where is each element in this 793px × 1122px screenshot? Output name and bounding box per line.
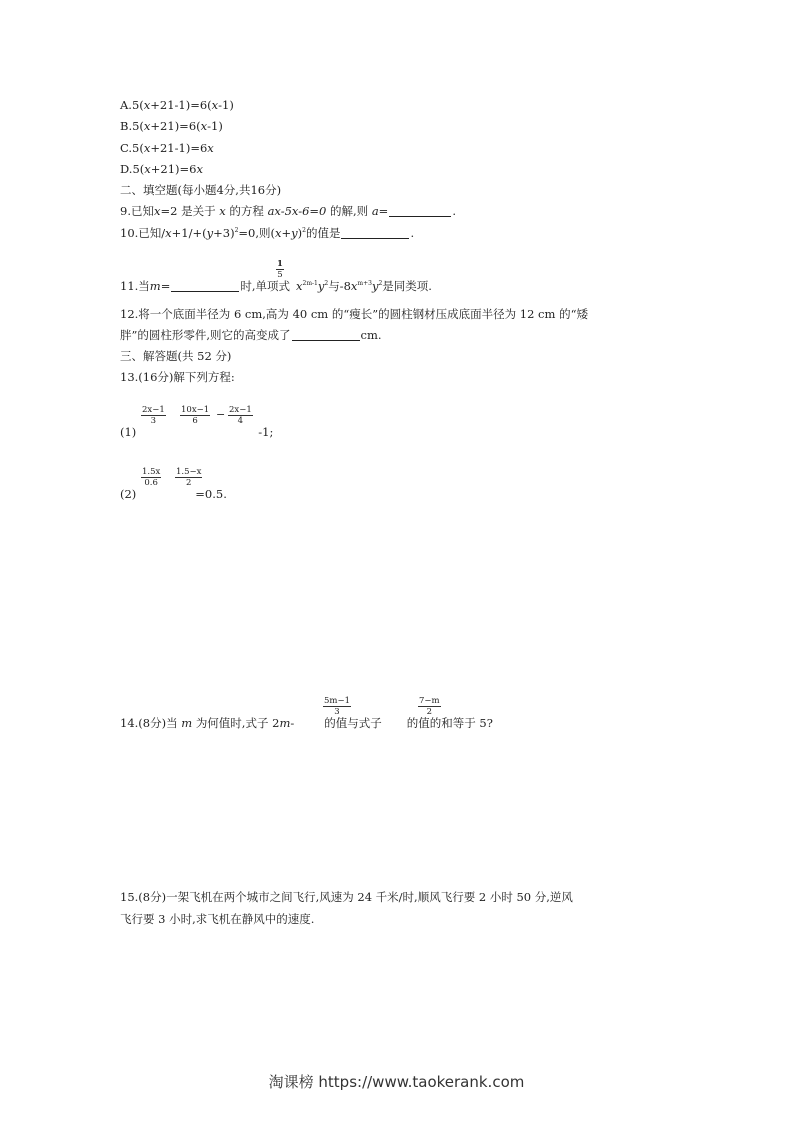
question-14: 14.(8分)当 m 为何值时,式子 2m- 的值与式子 的值的和等于 5?: [120, 716, 493, 730]
section-2-heading: 二、填空题(每小题4分,共16分): [120, 183, 282, 197]
option-a: A.5(x+21-1)=6(x-1): [120, 98, 234, 112]
question-13-part-1: (1) -1;: [120, 425, 274, 439]
question-15-line-2: 飞行要 3 小时,求飞机在静风中的速度.: [120, 912, 315, 926]
footer-watermark: 淘课榜 https://www.taokerank.com: [268, 1073, 525, 1091]
q13-2-fraction-1: $\frac{1.5x}{0.6}$: [142, 467, 161, 488]
answer-blank-11[interactable]: [171, 281, 239, 292]
q13-1-minus: −: [216, 408, 226, 421]
question-15-line-1: 15.(8分)一架飞机在两个城市之间飞行,风速为 24 千米/时,顺风飞行要 2 小时 50 分,逆风: [120, 890, 573, 904]
q13-2-fraction-2: $\frac{1.5-x}{2}$: [176, 467, 202, 488]
q13-1-fraction-2: $\frac{10x-1}{6}$: [181, 405, 210, 426]
question-13-title: 13.(16分)解下列方程:: [120, 370, 235, 384]
section-3-heading: 三、解答题(共 52 分): [120, 349, 232, 363]
option-d: D.5(x+21)=6x: [120, 162, 203, 176]
answer-blank-12[interactable]: [292, 330, 360, 341]
question-9: 9.已知x=2 是关于 x 的方程 ax-5x-6=0 的解,则 a= .: [120, 204, 456, 218]
q13-1-fraction-1: $\frac{2x-1}{3}$: [142, 405, 165, 426]
q13-1-fraction-3: $\frac{2x-1}{4}$: [229, 405, 252, 426]
question-13-part-2: (2) =0.5.: [120, 487, 227, 501]
answer-blank-9[interactable]: [389, 206, 451, 217]
q11-fraction: $\frac{1}{5}$: [277, 259, 283, 280]
option-c: C.5(x+21-1)=6x: [120, 141, 214, 155]
option-b: B.5(x+21)=6(x-1): [120, 119, 223, 133]
question-12-line-2: 胖”的圆柱形零件,则它的高变成了 cm.: [120, 328, 382, 342]
q14-fraction-2: $\frac{7-m}{2}$: [419, 696, 440, 717]
q14-fraction-1: $\frac{5m-1}{3}$: [324, 696, 350, 717]
question-11: 11.当m= 时,单项式 $x^{2m-1}y^2$与$-8x^{m+3}y^2$是同类项.: [120, 279, 432, 293]
answer-blank-10[interactable]: [341, 228, 409, 239]
question-10: 10.已知$/x+1/+(y+3)^2=0$,则$(x+y)^2$的值是 .: [120, 226, 415, 240]
question-12-line-1: 12.将一个底面半径为 6 cm,高为 40 cm 的“瘦长”的圆柱钢材压成底面半径为 12 cm 的“矮: [120, 307, 588, 321]
